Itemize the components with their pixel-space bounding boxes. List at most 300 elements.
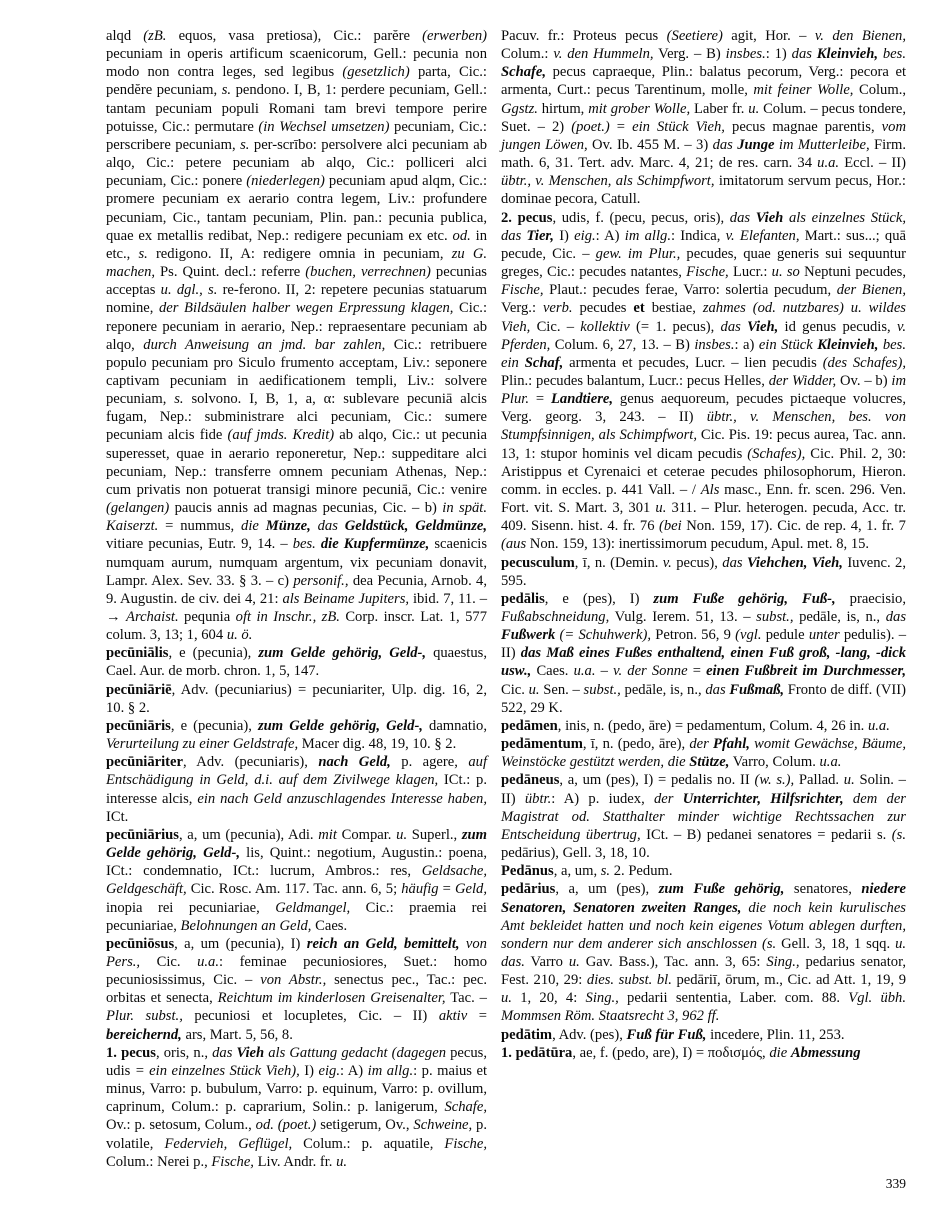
text-segment: Als [700, 481, 720, 498]
text-segment: Kleinvieh, [817, 336, 879, 353]
text-segment: ICt.: p. interesse alcis, [106, 772, 487, 807]
text-segment: das Maß eines Fußes enthaltend, einen Fuß groß, -lang, -dick usw., [501, 645, 906, 680]
text-segment: masc., Enn. fr. scen. 296. Ven. Fort. vit. S. Mart. 3, 301 [501, 481, 906, 517]
text-segment: Plin.: pecudes balantum, Lucr.: pecus Helles, [501, 372, 769, 389]
text-segment: , inis, n. (pedo, āre) = pedamentum, Colum. 4, 26 in. [557, 717, 868, 734]
text-segment: pedarii sententia, Laber. com. 88. [618, 990, 849, 1007]
text-segment: redigono. II, A: redigere omnia in pecuniam, [147, 245, 452, 262]
text-segment: aktiv [438, 1008, 468, 1025]
entry-1-pedatura [501, 1044, 906, 1062]
text-segment: u. [748, 100, 760, 117]
text-segment: Kleinvieh, [816, 46, 879, 63]
text-segment: Ov. Ib. 455 M. – 3) [587, 136, 713, 153]
text-segment: subst., [583, 681, 621, 698]
text-segment: von Pers., [106, 935, 487, 970]
text-segment: (gesetzlich) [342, 64, 410, 81]
entry-pecuniosus [106, 935, 487, 1044]
text-segment: s. [174, 391, 184, 408]
text-segment: ein nach Geld anzuschlagendes Interesse haben, [197, 790, 487, 807]
text-segment: Fußwerk [501, 627, 556, 644]
text-segment: der Bildsäulen halber wegen Erpressung klagen, [159, 300, 454, 317]
text-segment: 1. pedātūra [501, 1044, 573, 1061]
text-segment: pecuniam apud alqm, Cic.: promere pecuniam ex aerario contra legem, Liv.: profundere pecuniam, Cic., tantam pecuniam, Plin. pan.: pecunia publica, quae ex metallis redibat, Nep.: redigere pecuniam ex etc. [106, 173, 487, 244]
text-segment: parta, Cic.: pendĕre pecuniam, [106, 64, 487, 99]
text-segment: (vgl. [735, 627, 762, 644]
text-segment: 1, 20, 4: [511, 990, 586, 1007]
text-segment: Vieh, [747, 318, 779, 335]
text-segment: pecus), [671, 554, 723, 571]
text-segment: , Adv. (pecuniaris), [183, 754, 319, 771]
text-segment: (niederlegen) [246, 173, 325, 190]
text-segment: 311. – Plur. heterogen. pecuda, Acc. tr. 409. Sisenn. hist. 4. fr. 76 [501, 500, 906, 535]
text-segment: mit [318, 826, 337, 843]
text-segment: Colum. – pecus tondere, Suet. – 2) [501, 100, 906, 135]
text-segment: pecunias acceptas [106, 264, 487, 299]
text-segment: Colum.: [501, 46, 554, 63]
text-segment: Ov.: p. setosum, Colum., [106, 1117, 256, 1134]
text-segment: Ggstz. [501, 100, 538, 117]
text-segment: Vgl. übh. Mommsen Röm. Staatsrecht 3, 962 ff. [501, 990, 906, 1025]
text-segment: et [633, 300, 645, 317]
text-segment: Fronto de diff. (VII) 522, 29 K. [501, 681, 907, 716]
text-segment: v. den Hummeln, [553, 46, 654, 63]
text-segment: das [720, 318, 748, 335]
entry-pecuniaris [106, 717, 487, 753]
text-segment: u. [655, 500, 667, 517]
text-segment: die Kupfermünze, [320, 536, 430, 553]
text-segment: Vulg. Ierem. 51, 13. – [609, 609, 757, 625]
text-segment: inopia rei pecuniariae, [106, 899, 276, 916]
text-segment: Colum., [853, 82, 906, 99]
text-segment: , ī, n. (Demin. [574, 554, 663, 571]
text-segment: praecisio, [835, 590, 906, 607]
text-segment: pedarius senator, Fest. 210, 29: [501, 953, 907, 989]
text-segment: = [467, 1008, 487, 1025]
text-segment: das [885, 609, 906, 625]
text-segment: : p. maius et minus, Varro: p. bubulum, Varro: p. equinum, Varro: p. ovillum, caprinum, Colum.: p. caprarium, Solin.: p. lanigerum, [106, 1062, 488, 1116]
text-segment: Junge [737, 136, 775, 153]
text-segment: ab alqo, Cic.: ut pecunia superesset, quae in aerario reponeretur, Nep.: suppeditare alci pecuniam, Nep.: transferre omnem pecuniam Athenas, Nep.: cum privatis non potuerat transigi minore pecuniā, Cic.: venire [106, 427, 488, 498]
text-segment: : A) p. iudex, [551, 790, 654, 807]
text-segment: Sing., [585, 990, 619, 1007]
text-segment: zum Fuße gehörig, Fuß-, [653, 590, 836, 607]
text-segment: Vieh [755, 209, 784, 226]
text-segment: (= 1. pecus), [629, 318, 721, 335]
text-segment: pecūniālis [106, 645, 169, 662]
text-segment: = [687, 663, 707, 680]
text-segment: pecūniāriē [106, 681, 172, 698]
text-segment: per-scrībo: persolvere alci pecuniam ab alqo, Cic.: petere pecuniam ab alqo, Cic.: polliceri alci pecuniam, Cic.: ponere [106, 136, 487, 190]
text-segment: im allg. [624, 227, 671, 244]
text-segment: Cic. Rosc. Am. 117. Tac. ann. 6, 5; [186, 881, 402, 898]
text-segment: equos, vasa pretiosa), Cic.: parĕre [166, 28, 423, 44]
text-segment: Pfahl, [713, 736, 750, 753]
text-segment: : feminae pecuniosiores, Suet.: homo pecuniosissimus, Cic. – [106, 953, 487, 989]
text-segment: p. agere, [390, 754, 469, 771]
text-segment: Lucr.: [728, 264, 772, 281]
text-segment: (auf jmds. Kredit) [227, 427, 335, 444]
text-segment: zu G. machen, [106, 245, 488, 281]
text-segment: Cic.: praemia rei pecuniariae, [106, 899, 487, 934]
text-segment: Non. 159, 17). Cic. de rep. 4, 1. fr. 7 [681, 518, 906, 535]
text-segment: Verurteilung zu einer Geldstrafe, [106, 736, 299, 753]
text-segment: u.a. [573, 663, 596, 680]
text-segment: (zB. [143, 28, 167, 44]
text-segment: ars, Mart. 5, 56, 8. [181, 1026, 293, 1043]
text-segment: Compar. [336, 826, 397, 843]
entry-pecuniarius [106, 826, 487, 935]
text-segment: pecudes [572, 300, 634, 317]
text-segment: Fußmaß, [729, 681, 785, 698]
text-segment: u. [568, 953, 580, 970]
text-segment: , ae, f. (pedo, are), I) = ποδισμός, [572, 1044, 770, 1061]
text-segment: : a) [734, 336, 759, 353]
entry-pecuniariter [106, 753, 487, 826]
text-segment: Cic.: reponere pecuniam in aerario, Nep.: repraesentare pecuniam ab alqo, [106, 300, 487, 353]
text-segment: Stütze, [689, 754, 730, 771]
text-segment: als einzelnes Stück, das [501, 209, 907, 244]
text-segment: durch Anweisung an jmd. bar zahlen, [143, 336, 386, 353]
text-segment: personif., [293, 572, 349, 589]
text-segment: Colum. 6, 27, 13. – B) [550, 336, 695, 353]
text-segment: u.a. [197, 953, 219, 970]
text-segment: im Plur. [501, 372, 906, 408]
text-segment: bereichernd, [106, 1026, 182, 1043]
text-segment: Varro, Colum. [729, 754, 820, 771]
text-segment: = [438, 881, 455, 898]
text-segment: , ī, n. (pedo, āre), [582, 736, 690, 753]
text-segment: , e (pecunia), [170, 717, 258, 734]
text-segment: Caes. [311, 917, 348, 934]
text-segment: zum Gelde gehörig, Geld-, [258, 645, 427, 662]
entry-pedarius [501, 880, 906, 1025]
text-segment: Unterrichter, Hilfsrichter, [682, 790, 844, 807]
text-segment: in etc., [106, 227, 488, 262]
text-segment: pedule [761, 627, 809, 644]
text-segment: auf Entschädigung in Geld, d.i. auf dem Zivilwege klagen, [106, 754, 487, 789]
text-segment: Schafe, [501, 64, 546, 81]
text-segment: Archaist. [126, 609, 179, 625]
text-segment: womit Gewächse, Bäume, Weinstöcke gestützt werden, die [501, 736, 906, 771]
text-segment: Cic. Phil. 2, 30: Aristippus et Cyrenaici et ceterae pecudes philosophorum, Hieron. comm. in eccles. p. 441 Vall. – / [501, 445, 906, 498]
text-segment: Pallad. [794, 772, 844, 789]
entry-1-pecus-continuation [501, 27, 906, 209]
text-segment: pecūniōsus [106, 935, 175, 952]
text-segment: – [595, 663, 614, 680]
text-segment: gew. im Plur., [595, 245, 681, 262]
text-segment: von Abstr., [260, 972, 327, 989]
text-segment: pecus magnae parentis, [724, 118, 882, 135]
text-segment: , Adv. (pes), [552, 1026, 627, 1043]
text-segment: Schaf, [524, 354, 564, 371]
text-segment: solvono. I, B, 1, a, α: sublevare pecuniā alcis fugam, Nep.: subministrare alci pecuniam, Cic.: sumere pecuniam alcis fide [106, 391, 487, 444]
text-segment: u. [843, 772, 855, 789]
text-segment: mit feiner Wolle, [753, 82, 854, 99]
text-segment: eig. [318, 1062, 340, 1079]
text-segment: , a, um (pes), I) = pedalis no. II [559, 772, 755, 789]
entry-pedatim [501, 1026, 906, 1044]
text-segment: u.a. [819, 754, 842, 771]
text-segment: Verg. – B) [653, 46, 726, 63]
text-segment: Vieh [236, 1044, 265, 1061]
text-segment: Ps. Quint. decl.: referre [155, 264, 306, 281]
text-segment: Mart.: sus...; quā pecude, Cic. – [501, 227, 907, 262]
text-segment: Varro [524, 953, 569, 970]
text-segment: ein Stück [758, 336, 818, 353]
text-segment: Cic. Pis. 19: pecus aurea, Tac. ann. 13, 1: stupor hominis vel dicam pecudis [501, 427, 906, 462]
text-segment: v. Pferden, [501, 318, 906, 353]
text-segment: ein Stück Vieh, [632, 118, 725, 135]
text-segment: ICt. [106, 808, 129, 825]
text-segment: (Schafes), [747, 445, 806, 462]
text-segment: Geldstück, Geldmünze, [344, 518, 488, 535]
text-segment: das [722, 554, 747, 571]
text-segment: od. [452, 227, 471, 244]
text-segment: zum Gelde gehörig, Geld-, [106, 826, 487, 862]
text-segment: pendono. I, B, 1: perdere pecuniam, Gell.: tantam pecuniam populi Romani tam brevi tempore perire potuisse, Cic.: permutare [106, 82, 488, 135]
text-segment: Ov. – b) [836, 372, 892, 389]
text-segment: zum Gelde gehörig, Geld-, [257, 717, 423, 734]
text-segment: , a, um (pecunia), Adi. [178, 826, 319, 843]
text-segment: pecuniosi et locupletes, Cic. – II) [182, 1008, 439, 1025]
entry-pedamentum [501, 735, 906, 771]
text-segment: Cic. [140, 953, 198, 970]
text-segment: in spät. Kaiserzt. [106, 500, 487, 535]
text-segment: bes. [878, 46, 906, 63]
text-segment: Geldsache, Geldgeschäft, [106, 863, 487, 898]
right-column [501, 27, 906, 1062]
text-segment: mit grober Wolle, [588, 100, 691, 117]
text-segment: der [689, 736, 714, 753]
text-segment: u.a. [867, 717, 890, 734]
text-segment: Geld, [454, 881, 487, 898]
text-segment: , a, um (pes), [555, 881, 659, 898]
text-segment: 2. pecus [501, 209, 553, 226]
text-segment: pedāneus [501, 772, 560, 789]
text-segment: (aus [501, 536, 527, 553]
text-segment: Iuvenc. 2, 595. [501, 554, 906, 589]
text-segment: als Beiname Jupiters, [282, 590, 410, 607]
text-segment: = [528, 391, 551, 408]
entry-pecunia-continuation [106, 27, 487, 644]
text-segment: 1. pecus [106, 1044, 156, 1061]
text-segment: bes. ein [501, 336, 906, 371]
text-segment: Landtiere, [551, 391, 614, 408]
text-segment: einen Fußbreit im Durchmesser, [706, 663, 906, 680]
text-segment: u.a. [817, 155, 840, 172]
text-segment: pedulis). – II) [501, 627, 907, 662]
text-segment: der Bienen, [836, 282, 906, 299]
text-segment: Corp. inscr. Lat. 1, 577 colum. 3, 13; 1, 604 [106, 609, 487, 644]
text-segment: agit, Hor. – [722, 28, 815, 44]
text-segment: dea Pecunia, Arnob. 4, 9. Augustin. de civ. dei 4, 21: [106, 572, 487, 607]
text-segment: Reichtum im kinderlosen Greisenalter, [217, 990, 446, 1007]
text-segment: senectus pec., Tac.: pec. orbitas et senecta, [106, 972, 487, 1007]
text-segment: id genus pecudis, [778, 318, 897, 335]
text-segment: u. so [771, 264, 800, 281]
text-segment: alqd [106, 28, 144, 44]
text-segment: Cic. – [530, 318, 581, 335]
text-segment: pedāle, is, n., [793, 609, 886, 625]
text-segment: ICt. – B) pedanei senatores = pedarii s. [640, 826, 892, 843]
text-segment: pecudes, quae generis sui sequuntur greges, Cic.: pecudes natantes, [501, 245, 906, 281]
text-segment: eig. [574, 227, 596, 244]
text-segment: u. [501, 990, 512, 1007]
text-segment: Geldmangel, [275, 899, 351, 916]
text-segment: (buchen, verrechnen) [305, 264, 431, 281]
text-segment: im Mutterleibe, [774, 136, 870, 153]
text-segment: pecuniam, Cic.: perscribere pecuniam, [106, 118, 487, 153]
text-segment: häufig [401, 881, 439, 898]
entry-pecunialis [106, 644, 487, 680]
text-segment: : A) [595, 227, 625, 244]
text-segment: s. [240, 136, 250, 153]
text-segment: pedārius), Gell. 3, 18, 10. [501, 845, 650, 862]
text-segment: Gell. 3, 18, 1 sqq. [776, 935, 896, 952]
text-segment: = nummus, [158, 518, 242, 535]
text-segment: u. [336, 1153, 348, 1170]
text-segment: Non. 159, 13): inertissimorum pecudum, Apul. met. 8, 15. [526, 536, 870, 553]
text-segment: die [241, 518, 266, 535]
text-segment: 2. Pedum. [610, 863, 673, 880]
text-segment: Neptuni pecudes, [799, 264, 906, 281]
text-segment: Abmessung [790, 1044, 861, 1061]
text-segment: re-ferono. II, 2: repetere pecunias statuarum nomine, [106, 282, 487, 317]
text-segment: v. den Bienen, [814, 28, 906, 44]
text-segment: paucis annis ad magnas pecunias, Cic. – b) [169, 500, 443, 517]
text-segment: genus aequoreum, pecudes pictaeque volucres, Verg. georg. 3, 243. – II) [501, 391, 906, 426]
text-segment: , a, um (pecunia), I) [174, 935, 307, 952]
text-segment: Fische, [211, 1153, 254, 1170]
text-segment: I) [299, 1062, 319, 1079]
text-segment: (gelangen) [106, 500, 170, 517]
text-segment: s. [600, 863, 611, 880]
text-segment: übtr., v. Menschen, bes. von Stumpfsinnigen, als Schimpfwort, [501, 409, 906, 444]
text-segment: s. [138, 245, 148, 262]
text-segment: dem der Magistrat od. Statthalter minder wichtige Rechtssachen zur Entscheidung übertrug, [501, 790, 906, 843]
text-segment: der Widder, [768, 372, 837, 389]
text-segment: kollektiv [580, 318, 630, 335]
text-segment: pedāle, is, n., [620, 681, 706, 698]
text-segment: Sen. – [539, 681, 584, 698]
text-segment: pecusculum [501, 554, 575, 571]
text-segment: ibid. 7, 11. – → [106, 590, 487, 625]
text-segment: Federvieh, Geflügel, [164, 1135, 293, 1152]
text-segment: als Gattung gedacht (dagegen [264, 1044, 451, 1061]
text-segment: v. der Sonne [613, 663, 688, 680]
text-segment: Macer dig. 48, 19, 10. § 2. [298, 736, 457, 753]
text-segment: niedere Senatoren, Senatoren zweiten Ranges, [501, 881, 907, 916]
text-segment: verb. [542, 300, 573, 317]
text-segment: Pacuv. fr.: Proteus pecus [501, 28, 667, 44]
text-segment: pedāmentum [501, 736, 583, 753]
text-segment: das [729, 209, 756, 226]
text-segment: bestiae, [644, 300, 703, 317]
left-column [106, 27, 487, 1171]
text-segment: übtr., v. Menschen, als Schimpfwort, [501, 173, 715, 190]
text-segment: armenta et pecudes, Lucr. – lien pecudis [563, 354, 823, 371]
text-segment: das [705, 681, 730, 698]
text-segment: reich an Geld, bemittelt, [306, 935, 460, 952]
text-segment: Belohnungen an Geld, [180, 917, 312, 934]
text-segment: das [712, 136, 738, 153]
text-segment: , udis, f. (pecu, pecus, oris), [552, 209, 730, 226]
text-segment: die noch kein kurulisches Amt bekleidet hatten und noch kein eigenes Votum ablegen durften, sondern nur dem anderer sich anschlossen (s. [501, 899, 906, 952]
text-segment: v. Elefanten, [725, 227, 800, 244]
text-segment: insbes. [725, 46, 766, 63]
text-segment: damnatio, [422, 717, 487, 734]
text-segment: senatores, [784, 881, 862, 898]
text-segment: Gav. Bass.), Tac. ann. 3, 65: [579, 953, 767, 970]
text-segment: dies. subst. bl. [586, 972, 672, 989]
text-segment: u. ö. [226, 627, 253, 644]
text-segment: Liv. Andr. fr. [253, 1153, 337, 1170]
text-segment: Caes. [531, 663, 574, 680]
text-segment: pecus, udis [106, 1044, 488, 1079]
text-segment: scaenicis numquam aurum, numquam argentum, vix pecuniam donavit, Lampr. Alex. Sev. 33. § 3. – c) [106, 536, 488, 589]
text-segment: u. das. [501, 935, 907, 970]
text-segment: = [609, 118, 633, 135]
text-segment: der [654, 790, 683, 807]
text-segment: das [310, 518, 345, 535]
entry-pedanus [501, 862, 906, 880]
text-segment: pedālis [501, 590, 545, 607]
text-segment: (Seetiere) [666, 28, 723, 44]
text-segment: u. dgl., s. [160, 282, 218, 299]
text-segment: pedāriī, ōrum, m., Cic. ad Att. 1, 19, 9 [671, 972, 907, 989]
text-segment: Fische, [444, 1135, 487, 1152]
entry-2-pecus [501, 209, 906, 554]
text-segment: Colum.: p. aquatile, [292, 1135, 445, 1152]
text-segment: v. [662, 554, 672, 571]
text-segment: vitiare pecunias, Eutr. 9, 14. – [106, 536, 293, 553]
text-segment: Laber fr. [690, 100, 749, 117]
text-segment: u. [396, 826, 408, 843]
text-segment: Eccl. – II) [839, 155, 906, 172]
text-segment: : Indica, [670, 227, 726, 244]
text-segment: pecuniam in operis artificum scaenicorum, Gell.: pecunia non modo non contra leges, sed legibus [106, 46, 487, 81]
text-segment: Fußabschneidung, [501, 609, 610, 625]
text-segment: , e (pes), I) [544, 590, 654, 607]
text-segment: u. [528, 681, 540, 698]
text-segment: Petron. 56, 9 [651, 627, 736, 644]
text-segment: od. (poet.) [255, 1117, 317, 1134]
text-segment: unter [808, 627, 840, 644]
entry-pedalis [501, 590, 906, 717]
text-segment: pecūniārius [106, 826, 179, 843]
text-segment: quaestus, Cael. Aur. de morb. chron. 1, 5, 147. [106, 645, 487, 680]
text-segment: s. [221, 82, 232, 99]
text-segment: das [212, 1044, 237, 1061]
text-segment: pecūniāriter [106, 754, 184, 771]
text-segment: Solin. – II) [501, 772, 906, 807]
text-segment: Fische, [686, 264, 729, 281]
text-segment: imitatorum servum pecus, Hor.: dominae pecora, Catull. [501, 173, 906, 208]
text-segment: = ein einzelnes Stück Vieh), [130, 1062, 300, 1079]
text-segment: pedārius [501, 881, 556, 898]
text-segment: Münze, [265, 518, 311, 535]
text-segment: (bei [659, 518, 682, 535]
text-segment: pequnia [178, 609, 236, 625]
text-segment: Firm. math. 6, 31. Tert. adv. Marc. 4, 21; de res. carn. 34 [501, 136, 906, 172]
text-segment: das [791, 46, 817, 63]
text-segment: (erwerben) [422, 28, 487, 44]
text-segment: Fuß für Fuß, [626, 1026, 707, 1043]
text-segment: subst., [756, 609, 794, 625]
entry-pedaneus [501, 771, 906, 862]
text-segment: übtr. [524, 790, 552, 807]
text-segment: hirtum, [537, 100, 589, 117]
